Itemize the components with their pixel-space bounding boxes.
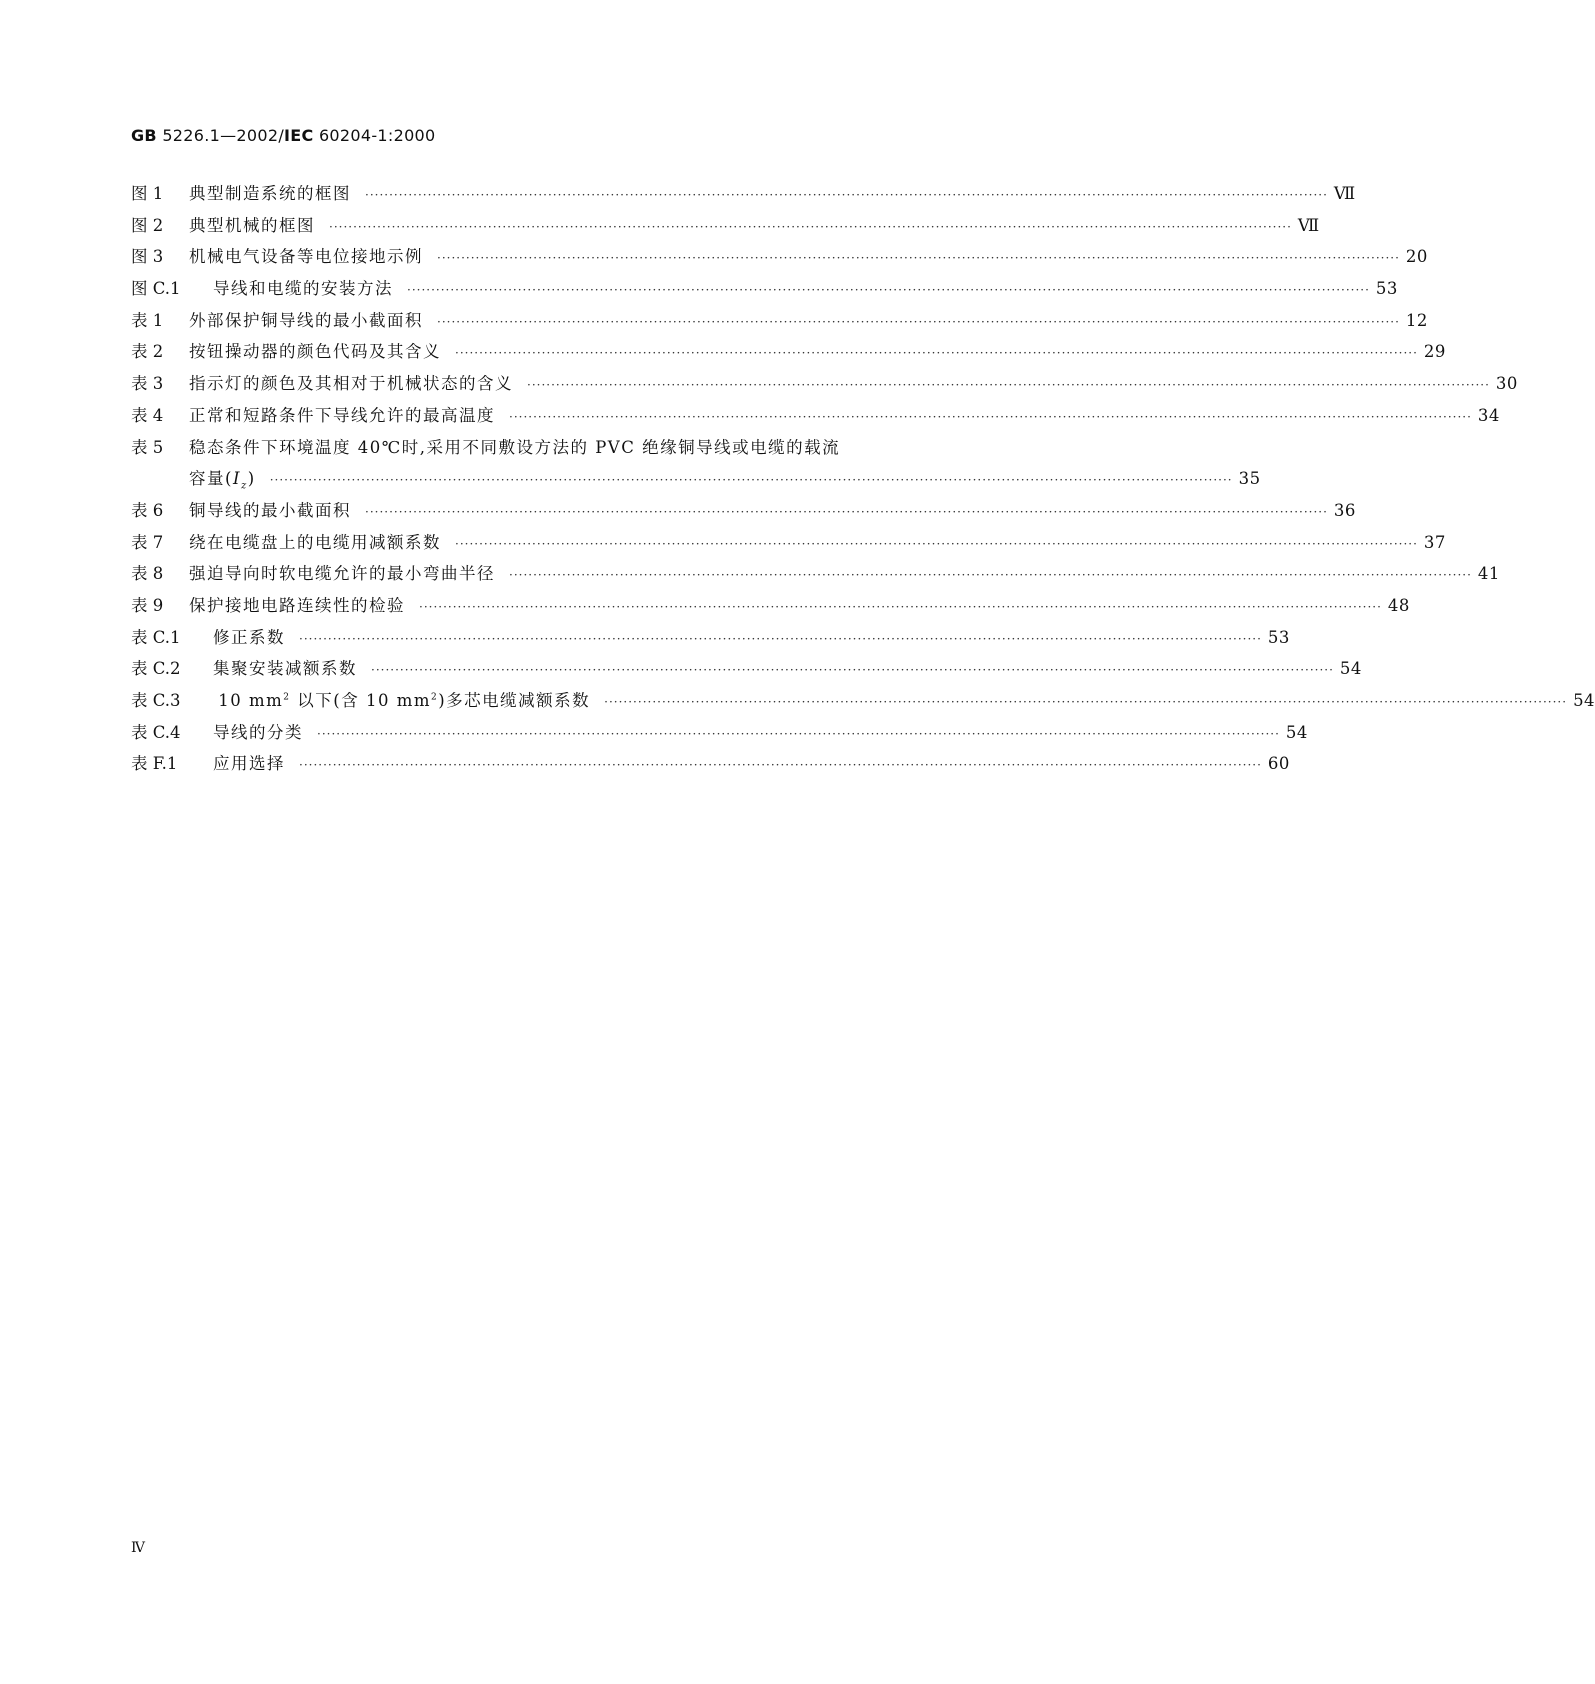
entry-title: 强迫导向时软电缆允许的最小弯曲半径 [189, 564, 495, 584]
entry-title: 典型机械的框图 [189, 215, 315, 235]
entry-number: 表 3 [131, 374, 164, 394]
toc-entry[interactable] [131, 212, 1320, 244]
entry-page: 54 [1285, 722, 1308, 742]
leader-dots: ········································································································································································································ [455, 536, 1418, 551]
leader-dots: ········································································································································································································ [509, 568, 1472, 583]
toc-entry[interactable] [131, 275, 1398, 307]
entry-page: 54 [1573, 691, 1595, 710]
entry-page: 37 [1423, 532, 1446, 552]
entry-title: 导线的分类 [213, 722, 303, 742]
entry-number: 表 C.2 [131, 659, 181, 679]
leader-dots: ········································································································································································································ [509, 409, 1472, 424]
entry-title: 导线和电缆的安装方法 [213, 279, 393, 299]
entry-title: 应用选择 [213, 754, 285, 774]
entry-title: 保护接地电路连续性的检验 [189, 595, 405, 615]
toc-entry[interactable] [131, 719, 1308, 751]
entry-page: 30 [1495, 374, 1518, 394]
leader-dots: ········································································································································································································ [419, 599, 1382, 614]
entry-title-line1: 稳态条件下环境温度 40℃时,采用不同敷设方法的 PVC 绝缘铜导线或电缆的载流 [189, 437, 841, 457]
toc-entry[interactable] [131, 180, 1356, 212]
entry-title: 修正系数 [213, 627, 285, 647]
entry-number: 图 3 [131, 247, 164, 267]
toc-entry[interactable] [131, 338, 1446, 370]
entry-page: 12 [1405, 310, 1428, 330]
entry-number: 表 4 [131, 405, 164, 425]
entry-page: 53 [1267, 627, 1290, 647]
leader-dots: ········································································································································································································ [365, 188, 1328, 202]
toc-entry[interactable] [131, 560, 1500, 592]
entry-page: 48 [1387, 595, 1410, 615]
std-code: GB [131, 126, 157, 145]
leader-dots: ········································································································································································································ [407, 283, 1370, 298]
entry-page: 34 [1477, 405, 1500, 425]
toc-entry[interactable] [131, 624, 1290, 656]
toc-entry[interactable] [131, 529, 1446, 561]
leader-dots: ········································································································································································································ [437, 251, 1400, 266]
entry-number: 图 2 [131, 215, 164, 235]
toc-entry[interactable] [131, 402, 1500, 434]
entry-page: 36 [1333, 500, 1356, 520]
entry-page: 54 [1339, 659, 1362, 679]
entry-title: 按钮操动器的颜色代码及其含义 [189, 342, 441, 362]
leader-dots: ········································································································································································································ [329, 219, 1292, 234]
entry-number: 表 9 [131, 595, 164, 615]
entry-number: 表 6 [131, 500, 164, 520]
toc-entry[interactable] [131, 687, 1595, 719]
leader-dots: ········································································································································································································ [604, 695, 1568, 709]
leader-dots: ········································································································································································································ [365, 504, 1328, 519]
entry-title: 指示灯的颜色及其相对于机械状态的含义 [189, 374, 513, 394]
toc-entry-continuation[interactable] [131, 465, 1261, 497]
toc-entry[interactable] [131, 655, 1362, 687]
entry-title: 外部保护铜导线的最小截面积 [189, 310, 423, 330]
entry-number: 图 C.1 [131, 279, 181, 299]
entry-number: 表 C.3 [131, 691, 181, 710]
entry-number: 图 1 [131, 184, 164, 203]
entry-title: 正常和短路条件下导线允许的最高温度 [189, 405, 495, 425]
entry-page: Ⅶ [1333, 184, 1356, 203]
leader-dots: ········································································································································································································ [527, 378, 1490, 393]
iec-code: IEC [284, 126, 314, 145]
entry-number: 表 F.1 [131, 754, 178, 774]
entry-title: 绕在电缆盘上的电缆用减额系数 [189, 532, 441, 552]
toc-entry[interactable] [131, 497, 1356, 529]
entry-page: 53 [1375, 279, 1398, 299]
entry-title: 10 $mm^2$ 以下(含 10 $mm^2$)多芯电缆减额系数 [218, 691, 591, 710]
standard-header [131, 126, 436, 145]
entry-page: 60 [1267, 754, 1290, 774]
entry-title: 集聚安装减额系数 [213, 659, 357, 679]
entry-title: 铜导线的最小截面积 [189, 500, 351, 520]
leader-dots: ········································································································································································································ [371, 663, 1334, 678]
leader-dots: ········································································································································································································ [437, 314, 1400, 329]
leader-dots: ········································································································································································································ [299, 631, 1262, 646]
entry-number: 表 1 [131, 310, 164, 330]
std-number: 5226.1—2002/ [162, 126, 285, 145]
entry-number: 表 5 [131, 437, 164, 457]
leader-dots: ········································································································································································································ [269, 473, 1233, 488]
entry-page: 35 [1238, 469, 1261, 489]
leader-dots: ········································································································································································································ [455, 346, 1418, 361]
toc-entry[interactable] [131, 370, 1518, 402]
iec-number: 60204-1:2000 [318, 126, 436, 145]
entry-page: Ⅶ [1297, 215, 1320, 235]
toc-entry[interactable] [131, 243, 1428, 275]
figure-table-list [131, 180, 1595, 782]
entry-number: 表 7 [131, 532, 164, 552]
toc-entry[interactable] [131, 307, 1428, 339]
toc-entry[interactable] [131, 750, 1290, 782]
entry-page: 29 [1423, 342, 1446, 362]
entry-page: 20 [1405, 247, 1428, 267]
entry-page: 41 [1477, 564, 1500, 584]
entry-number: 表 C.1 [131, 627, 181, 647]
entry-number: 表 8 [131, 564, 164, 584]
entry-title-line2: 容量$(I_z)$ [189, 469, 256, 492]
entry-title: 典型制造系统的框图 [189, 184, 351, 203]
leader-dots: ········································································································································································································ [317, 726, 1280, 741]
leader-dots: ········································································································································································································ [299, 758, 1262, 773]
entry-number: 表 C.4 [131, 722, 181, 742]
toc-entry[interactable] [131, 434, 1056, 466]
entry-number: 表 2 [131, 342, 164, 362]
entry-title: 机械电气设备等电位接地示例 [189, 247, 423, 267]
toc-entry[interactable] [131, 592, 1410, 624]
page-number: Ⅳ [131, 1540, 145, 1556]
